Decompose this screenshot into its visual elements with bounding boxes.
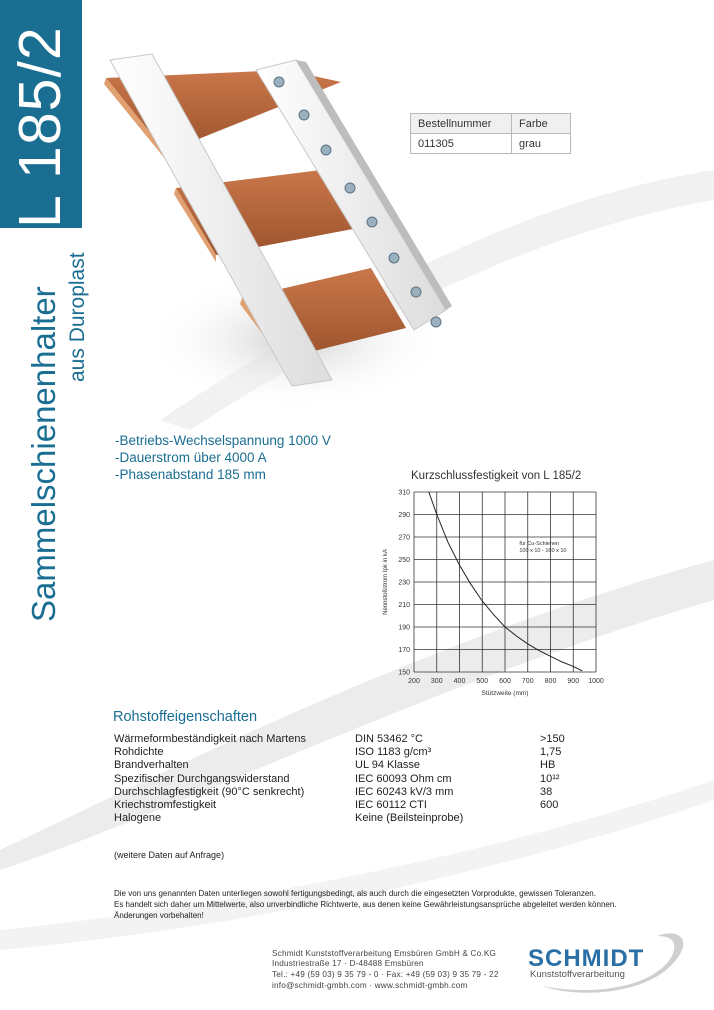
header-color: Farbe [512, 114, 571, 134]
company-name: Schmidt Kunststoffverarbeitung Emsbüren GmbH & Co.KG [272, 949, 497, 958]
chart-x-axis-label: Stützweite (mm) [481, 690, 529, 697]
chart-y-tick-label: 210 [398, 602, 410, 609]
company-web: info@schmidt-gmbh.com · www.schmidt-gmbh.com [272, 981, 468, 990]
chart-title: Kurzschlussfestigkeit von L 185/2 [411, 470, 582, 482]
property-value: 1,75 [540, 746, 562, 759]
property-standard: Keine (Beilsteinprobe) [355, 812, 464, 825]
property-value: 600 [540, 798, 559, 811]
property-name: Rohdichte [114, 746, 164, 759]
property-standard: IEC 60093 Ohm cm [355, 772, 452, 785]
property-value: 10¹² [540, 772, 560, 785]
property-standard: IEC 60112 CTI [355, 798, 427, 811]
chart-y-tick-label: 190 [398, 624, 410, 632]
property-value: 38 [540, 785, 553, 798]
feature-voltage: -Betriebs-Wechselspannung 1000 V [115, 433, 331, 448]
chart-y-tick-label: 250 [398, 557, 410, 564]
disclaimer-line: Es handelt sich daher um Mittelwerte, also unverbindliche Richtwerte, aus denen keine Gewährleistungsansprüche abgeleitet werden können. [114, 900, 617, 909]
chart-annotation: 100 x 10 - 160 x 10 [519, 548, 567, 554]
logo-name: SCHMIDT [528, 945, 645, 972]
logo-subtitle: Kunststoffverarbeitung [530, 969, 625, 980]
chart-x-tick-label: 400 [453, 678, 466, 685]
disclaimer-line: Die von uns genannten Daten unterliegen sowohl fertigungsbedingt, als auch durch die eingesetzten Vorprodukte, gewissen Toleranzen. [114, 889, 596, 898]
chart-x-tick-label: 300 [430, 678, 443, 685]
color-value: grau [512, 134, 571, 154]
product-name: Sammelschienenhalter [25, 286, 62, 622]
more-data-note: (weitere Daten auf Anfrage) [114, 850, 225, 860]
chart-y-tick-label: 270 [398, 534, 410, 542]
property-value: >150 [540, 733, 565, 745]
short-circuit-chart [378, 484, 618, 704]
property-name: Kriechstromfestigkeit [114, 798, 217, 811]
property-name: Halogene [114, 812, 162, 825]
property-name: Wärmeformbeständigkeit nach Martens [114, 733, 306, 745]
chart-x-tick-label: 700 [521, 678, 534, 685]
feature-phase-distance: -Phasenabstand 185 mm [115, 467, 266, 482]
disclaimer-line: Änderungen vorbehalten! [114, 911, 204, 920]
property-standard: DIN 53462 °C [355, 733, 423, 745]
chart-y-axis-label: Nennstoßstrom Ipk in kA [383, 549, 389, 615]
chart-y-tick-label: 310 [398, 489, 410, 497]
order-table [410, 113, 571, 154]
chart-y-tick-label: 230 [398, 579, 410, 587]
chart-x-tick-label: 500 [476, 678, 489, 685]
property-standard: IEC 60243 kV/3 mm [355, 785, 454, 798]
chart-x-tick-label: 1000 [588, 678, 604, 685]
order-number: 011305 [411, 134, 512, 154]
chart-y-tick-label: 150 [398, 669, 410, 677]
property-name: Durchschlagfestigkeit (90°C senkrecht) [114, 785, 305, 798]
header-order-number: Bestellnummer [411, 114, 512, 134]
property-standard: UL 94 Klasse [355, 759, 421, 772]
chart-y-tick-label: 170 [398, 647, 410, 654]
chart-x-tick-label: 800 [544, 678, 557, 685]
product-image [96, 40, 456, 430]
chart-series-line [429, 492, 583, 671]
chart-annotation: für Cu-Schienen [519, 541, 560, 547]
property-name: Spezifischer Durchgangswiderstand [114, 772, 290, 785]
feature-current: -Dauerstrom über 4000 A [115, 450, 267, 465]
company-phone: Tel.: +49 (59 03) 9 35 79 - 0 · Fax: +49 (59 03) 9 35 79 - 22 [272, 970, 499, 979]
model-title: L 185/2 [7, 26, 73, 228]
property-name: Brandverhalten [114, 759, 189, 772]
material-subtitle: aus Duroplast [66, 252, 89, 382]
order-table-row [411, 134, 571, 154]
schmidt-logo [522, 930, 692, 1000]
properties-heading: Rohstoffeigenschaften [113, 709, 258, 725]
property-value: HB [540, 759, 556, 772]
order-table-header [411, 114, 571, 134]
chart-x-tick-label: 200 [408, 678, 420, 685]
property-standard: ISO 1183 g/cm³ [355, 746, 432, 759]
company-street: Industriestraße 17 · D-48488 Emsbüren [272, 959, 424, 968]
chart-y-tick-label: 290 [398, 512, 410, 519]
chart-x-tick-label: 600 [499, 678, 511, 685]
chart-x-tick-label: 900 [567, 678, 580, 685]
